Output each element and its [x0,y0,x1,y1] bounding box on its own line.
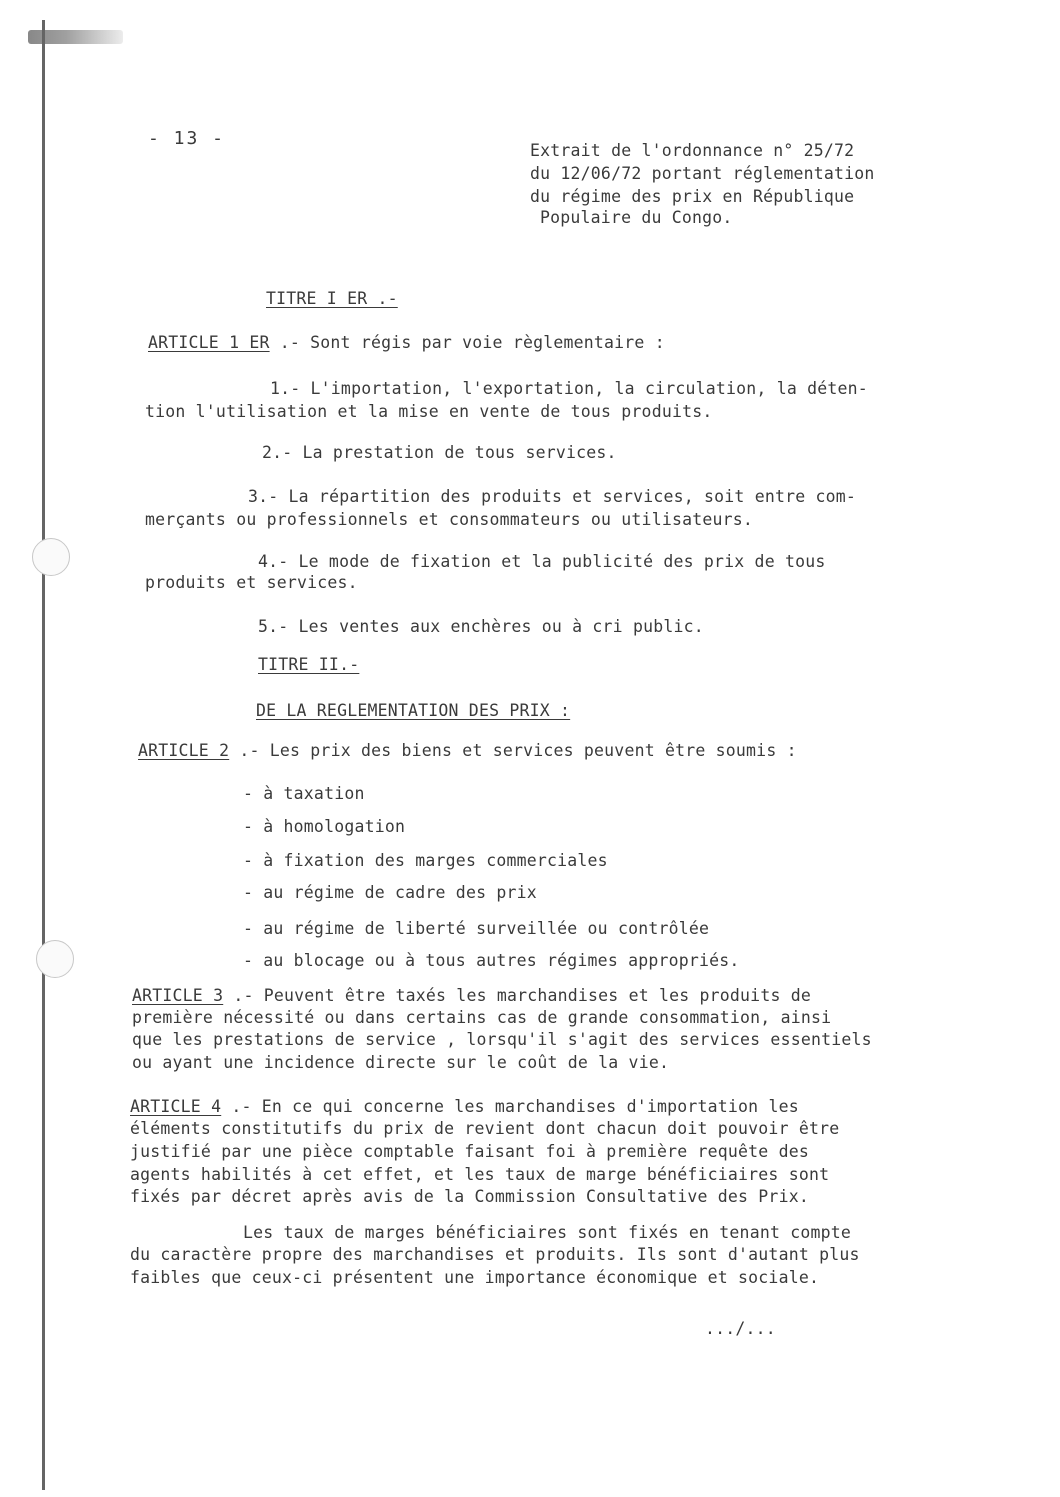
header-line: Extrait de l'ordonnance n° 25/72 [530,141,855,160]
article-1-intro: .- Sont régis par voie règlementaire : [279,333,665,352]
article-3-text: .- Peuvent être taxés les marchandises et les produits de [233,986,811,1005]
article-2-line [138,740,797,762]
article-2-item: - à homologation [243,817,406,836]
article-3-line [132,985,811,1007]
article-4-text: éléments constitutifs du prix de revient dont chacun doit pouvoir être [130,1119,840,1138]
article-1-item-1: 1.- L'importation, l'exportation, la circulation, la déten- [270,379,868,398]
header-line: du régime des prix en République [530,187,855,206]
binding-line [42,20,45,1490]
header-line: Populaire du Congo. [540,208,733,227]
article-1-item-3-cont: merçants ou professionnels et consommateurs ou utilisateurs. [145,510,754,529]
article-4-text: .- En ce qui concerne les marchandises d'importation les [231,1097,799,1116]
title-2: TITRE II.- [258,655,360,674]
article-2-intro: .- Les prix des biens et services peuvent être soumis : [239,741,797,760]
article-2-item: - à fixation des marges commerciales [243,851,608,870]
article-1-item-2: 2.- La prestation de tous services. [262,443,617,462]
closing-paragraph-line: Les taux de marges bénéficiaires sont fixés en tenant compte [243,1223,852,1242]
article-3-text: ou ayant une incidence directe sur le coût de la vie. [132,1053,670,1072]
article-2-item: - au blocage ou à tous autres régimes appropriés. [243,951,740,970]
article-4-heading: ARTICLE 4 [130,1097,222,1116]
article-2-heading: ARTICLE 2 [138,741,230,760]
article-1-item-4: 4.- Le mode de fixation et la publicité des prix de tous [258,552,826,571]
punch-hole [36,940,74,978]
article-4-text: justifié par une pièce comptable faisant foi à première requête des [130,1142,809,1161]
article-4-line [130,1096,799,1118]
article-1-item-5: 5.- Les ventes aux enchères ou à cri public. [258,617,704,636]
continuation-mark: .../... [705,1319,776,1338]
article-2-item: - au régime de cadre des prix [243,883,537,902]
article-1-item-1-cont: tion l'utilisation et la mise en vente de tous produits. [145,402,713,421]
punch-hole [32,538,70,576]
article-1-heading: ARTICLE 1 ER [148,333,270,352]
article-3-heading: ARTICLE 3 [132,986,224,1005]
title-1: TITRE I ER .- [266,289,398,308]
closing-paragraph-line: du caractère propre des marchandises et produits. Ils sont d'autant plus [130,1245,860,1264]
article-4-text: agents habilités à cet effet, et les taux de marge bénéficiaires sont [130,1165,830,1184]
article-1-item-4-cont: produits et services. [145,573,358,592]
page-number: - 13 - [148,128,226,149]
article-3-text: première nécessité ou dans certains cas de grande consommation, ainsi [132,1008,832,1027]
title-2-subtitle: DE LA REGLEMENTATION DES PRIX : [256,701,571,720]
article-3-text: que les prestations de service , lorsqu'il s'agit des services essentiels [132,1030,872,1049]
closing-paragraph-line: faibles que ceux-ci présentent une importance économique et sociale. [130,1268,820,1287]
article-2-item: - à taxation [243,784,365,803]
article-4-text: fixés par décret après avis de la Commission Consultative des Prix. [130,1187,809,1206]
article-2-item: - au régime de liberté surveillée ou contrôlée [243,919,710,938]
header-line: du 12/06/72 portant réglementation [530,164,875,183]
scan-smudge [28,30,123,44]
article-1-line [148,332,665,354]
article-1-item-3: 3.- La répartition des produits et services, soit entre com- [248,487,857,506]
